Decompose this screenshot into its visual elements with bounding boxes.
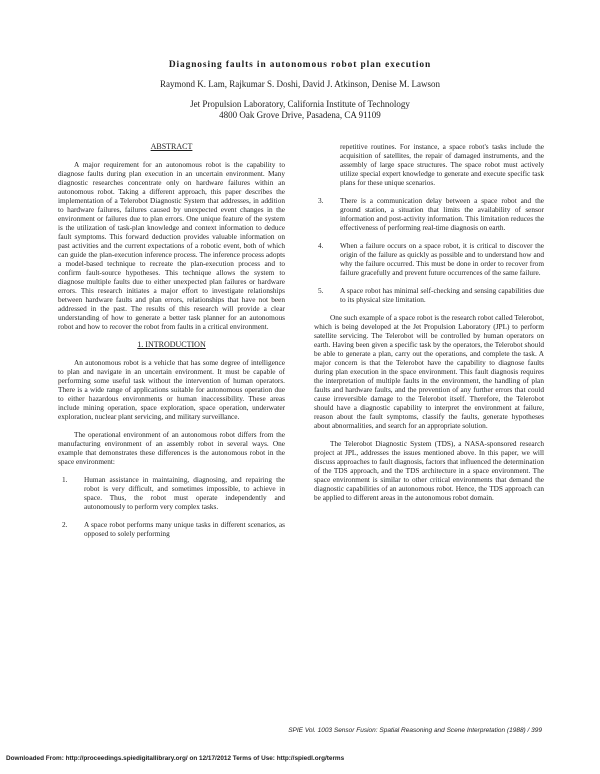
paper-affiliation [60,99,540,120]
download-notice: Downloaded From: http://proceedings.spiedigitallibrary.org/ on 12/17/2012 Terms of Use: http://spiedl.org/terms [6,755,345,762]
list-number-1: 1. [62,475,68,484]
list-item-1 [58,475,285,511]
list-text-2: A space robot performs many unique tasks in different scenarios, as opposed to solely performing [84,520,285,538]
list-item-4 [314,241,544,277]
affiliation-address: 4800 Oak Grove Drive, Pasadena, CA 91109 [219,109,381,120]
list-text-1: Human assistance in maintaining, diagnosing, and repairing the robot is very difficult, and sometimes impossible, to achieve in space. Thus, the robot must operate independently and autonomously to perform very complex tasks. [84,475,285,511]
intro-paragraph-3: One such example of a space robot is the research robot called Telerobot, which is being developed at the Jet Propulsion Laboratory (JPL) to perform satellite servicing. The Telerobot will be controlled by human operators on earth. Having been given a specific task by the operators, the Telerobot should be able to generate a plan, carry out the operations, and complete the task. A major concern is that the Telerobot have the capability to diagnose faults during plan execution in the space environment. This fault diagnosis requires the interpretation of multiple faults in the environment, the handling of plan faults and hardware faults, and the prevention of any further errors that could cause irreversible damage to the Telerobot itself. Therefore, the Telerobot should have a diagnostic capability to interpret the environment at failure, reason about the fault symptoms, classify the faults, generate hypotheses about abnormalities, and search for an appropriate solution. [314,313,544,430]
list-number-3: 3. [318,196,324,205]
list-number-5: 5. [318,286,324,295]
paper-title: Diagnosing faults in autonomous robot plan execution [168,60,432,70]
list-number-4: 4. [318,241,324,250]
right-column [314,142,544,502]
abstract-heading: ABSTRACT [150,142,193,151]
list-text-4: When a failure occurs on a space robot, it is critical to discover the origin of the failure as quickly as possible and to understand how and why the failure occurred. This must be done in order to recover from failure gracefully and prevent future occurrences of the same failure. [340,241,544,277]
abstract-text: A major requirement for an autonomous robot is the capability to diagnose faults during plan execution in an uncertain environment. Many diagnostic researches concentrate only on hardware failures within an autonomous robot. Taking a different approach, this paper describes the implementation of a Telerobot Diagnostic System that addresses, in addition to hardware failures, failures caused by unexpected event changes in the environment or failures due to plan errors. One unique feature of the system is the utilization of task-plan knowledge and context information to deduce fault symptoms. This forward deduction provides valuable information on past activities and the current expectations of a robotic event, both of which can guide the plan-execution inference process. The inference process adopts a model-based technique to recreate the plan-execution process and to confirm fault-source hypotheses. This technique allows the system to diagnose multiple faults due to either unexpected plan failures or hardware errors. This research initiates a major effort to investigate relationships between hardware faults and plan errors, relationships that have not been addressed in the past. The results of this research will provide a clear understanding of how to generate a better task planner for an autonomous robot and how to recover the robot from faults in a critical environment. [58,160,285,331]
list-text-2-continued: repetitive routines. For instance, a space robot's tasks include the acquisition of satellites, the repair of damaged instruments, and the assembly of large space structures. The space robot must actively utilize special expert knowledge to generate and execute specific task plans for these unique scenarios. [340,142,544,187]
paper-authors: Raymond K. Lam, Rajkumar S. Doshi, David J. Atkinson, Denise M. Lawson [160,79,440,89]
intro-paragraph-2: The operational environment of an autonomous robot differs from the manufacturing environment of an assembly robot in several ways. One example that demonstrates these differences is the autonomous robot in the space environment: [58,430,285,466]
list-item-5 [314,286,544,304]
intro-paragraph-4: The Telerobot Diagnostic System (TDS), a NASA-sponsored research project at JPL, addresses the issues mentioned above. In this paper, we will discuss approaches to fault diagnosis, factors that influenced the determination of the TDS approach, and the TDS architecture in a space environment. The space environment is similar to other critical environments that demand the diagnostic capabilities of an autonomous robot. Hence, the TDS approach can be applied to different areas in the autonomous robot domain. [314,439,544,502]
list-text-5: A space robot has minimal self-checking and sensing capabilities due to its physical size limitation. [340,286,544,304]
intro-paragraph-1: An autonomous robot is a vehicle that has some degree of intelligence to plan and navigate in an uncertain environment. It must be capable of performing some useful task without the intervention of human operators. There is a wide range of applications suitable for autonomous operation due to either hazardous environments or human inaccessibility. These areas include mining operation, space exploration, space operation, underwater exploration, nuclear plant servicing, and military surveillance. [58,358,285,421]
list-item-3 [314,196,544,232]
affiliation-institution: Jet Propulsion Laboratory, California Institute of Technology [190,99,410,109]
left-column [58,142,285,538]
list-number-2: 2. [62,520,68,529]
journal-footer: SPIE Vol. 1003 Sensor Fusion: Spatial Reasoning and Scene Interpretation (1988) / 399 [288,727,542,734]
introduction-heading: 1. INTRODUCTION [137,340,206,349]
list-text-3: There is a communication delay between a space robot and the ground station, a situation that limits the availability of sensor information and post-activity information. This limitation reduces the effectiveness of performing real-time diagnosis on earth. [340,196,544,232]
list-item-2 [58,520,285,538]
